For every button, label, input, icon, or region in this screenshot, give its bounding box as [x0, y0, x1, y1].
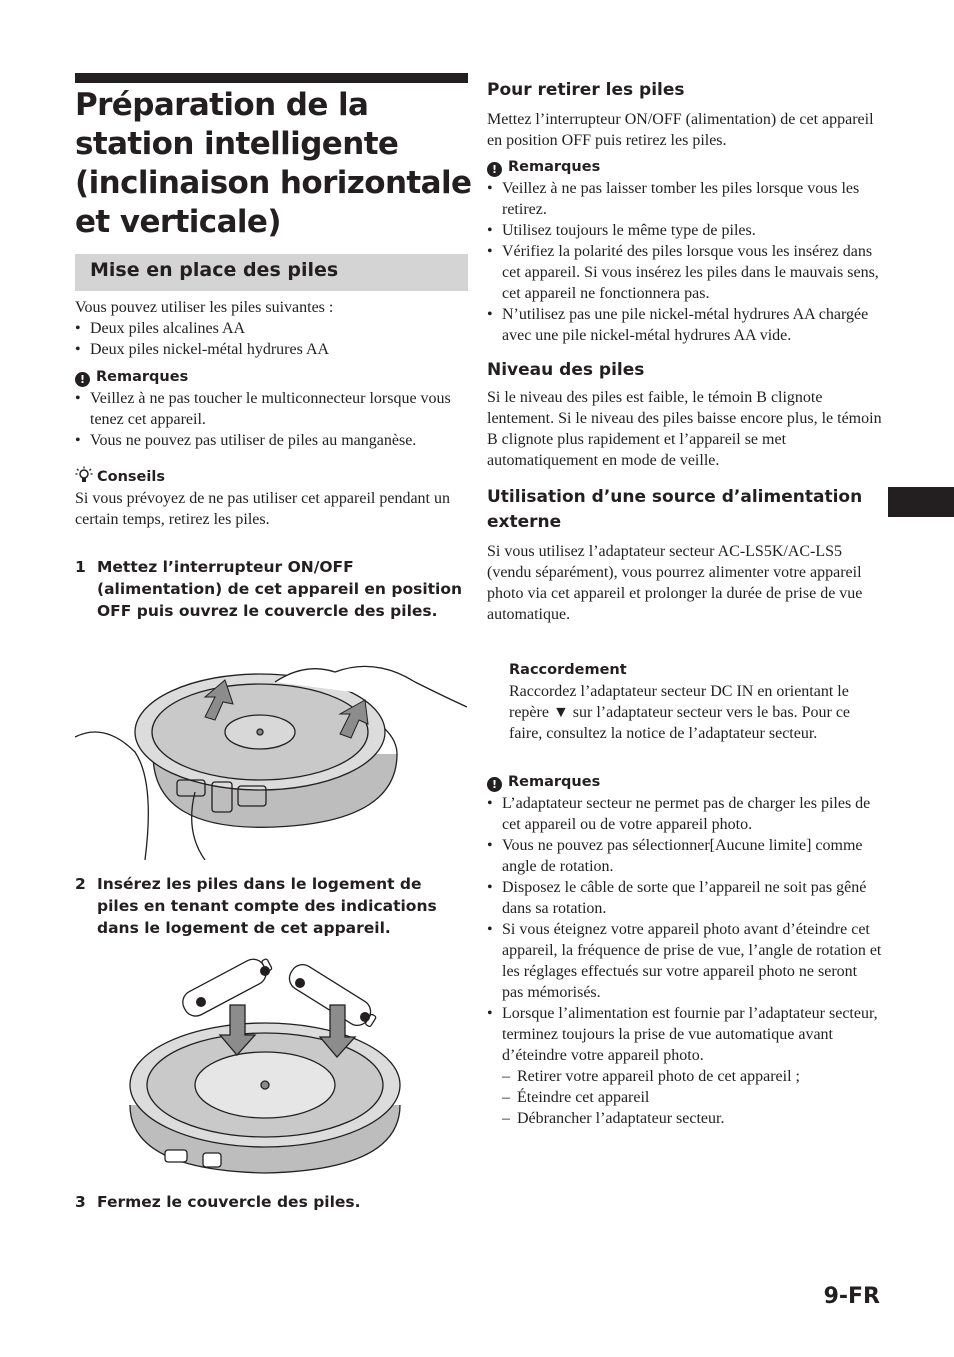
list-item: • Veillez à ne pas toucher le multiconnecteur lorsque vous tenez cet appareil.: [75, 388, 468, 430]
tips-label: Conseils: [97, 469, 165, 485]
step-number: 1: [75, 558, 86, 576]
tips-block: [75, 466, 468, 530]
list-item: • Lorsque l’alimentation est fournie par l’adaptateur secteur, terminez toujours la prise de vue automatique avant d’éteindre votre appareil photo.: [487, 1003, 882, 1066]
list-item: – Débrancher l’adaptateur secteur.: [502, 1108, 882, 1129]
warning-icon: !: [75, 372, 90, 387]
list-item: • Disposez le câble de sorte que l’appareil ne soit pas gêné dans sa rotation.: [487, 877, 882, 919]
list-item: • Deux piles alcalines AA: [75, 318, 468, 339]
insert-batteries-illustration: [125, 955, 405, 1175]
title-rule: [75, 73, 468, 83]
right-column: [487, 78, 882, 1129]
list-item: • Vous ne pouvez pas utiliser de piles au manganèse.: [75, 430, 468, 451]
intro-text: Vous pouvez utiliser les piles suivantes :: [75, 299, 334, 316]
notes-label: Remarques: [508, 774, 601, 790]
remove-text: Mettez l’interrupteur ON/OFF (alimentation) de cet appareil en position OFF puis retirez les piles.: [487, 111, 874, 149]
notes-heading: [487, 157, 882, 178]
tips-heading: [75, 466, 468, 488]
step-3: [75, 1191, 467, 1213]
page-number: 9-FR: [823, 1284, 880, 1309]
list-item: • Deux piles nickel-métal hydrures AA: [75, 339, 468, 360]
notes-heading: [487, 772, 882, 793]
warning-icon: !: [487, 777, 502, 792]
level-heading: Niveau des piles: [487, 360, 645, 380]
tips-text: Si vous prévoyez de ne pas utiliser cet appareil pendant un certain temps, retirez les piles.: [75, 490, 450, 528]
battery-list: [75, 318, 468, 360]
notes-list: [487, 178, 882, 346]
page-title: [75, 86, 475, 242]
notes-heading: [75, 367, 468, 388]
notes-list: [487, 793, 882, 1066]
language-tab: [888, 487, 954, 517]
notes-label: Remarques: [96, 369, 189, 385]
title-line: station intelligente: [75, 126, 399, 162]
step-text: Mettez l’interrupteur ON/OFF (alimentation) de cet appareil en position OFF puis ouvrez le couvercle des piles.: [97, 558, 463, 620]
connection-heading: Raccordement: [509, 662, 627, 678]
step-2: [75, 873, 467, 939]
level-text: Si le niveau des piles est faible, le témoin B clignote lentement. Si le niveau des piles baisse encore plus, le témoin B clignote plus rapidement et l’appareil se met automatiquement en mode de veille.: [487, 389, 882, 469]
section-title: Mise en place des piles: [90, 259, 339, 281]
step-1: [75, 556, 465, 622]
remove-heading: Pour retirer les piles: [487, 80, 685, 100]
lightbulb-icon: [75, 466, 93, 484]
list-item: • Si vous éteignez votre appareil photo avant d’éteindre cet appareil, la fréquence de prise de vue, l’angle de rotation et les réglages effectués sur votre appareil photo ne seront pas mémorisés.: [487, 919, 882, 1003]
title-line: et verticale): [75, 204, 281, 240]
list-item: • Utilisez toujours le même type de piles.: [487, 220, 882, 241]
external-power-heading: Utilisation d’une source d’alimentation externe: [487, 487, 863, 532]
step-number: 2: [75, 875, 86, 893]
title-line: (inclinaison horizontale: [75, 165, 472, 201]
intro-block: [75, 297, 468, 360]
list-item: • Vous ne pouvez pas sélectionner[Aucune limite] comme angle de rotation.: [487, 835, 882, 877]
notes-label: Remarques: [508, 159, 601, 175]
section-header: [75, 254, 468, 291]
notes-list: [75, 388, 468, 451]
connection-block: [487, 660, 882, 744]
list-item: • Veillez à ne pas laisser tomber les piles lorsque vous les retirez.: [487, 178, 882, 220]
list-item: • Vérifiez la polarité des piles lorsque vous les insérez dans cet appareil. Si vous insérez les piles dans le mauvais sens, cet appareil ne fonctionnera pas.: [487, 241, 882, 304]
connection-text: Raccordez l’adaptateur secteur DC IN en orientant le repère ▼ sur l’adaptateur secteur vers le bas. Pour ce faire, consultez la notice de l’adaptateur secteur.: [509, 683, 851, 742]
open-cover-illustration: [75, 662, 467, 860]
list-item: • N’utilisez pas une pile nickel-métal hydrures AA chargée avec une pile nickel-métal hydrures AA vide.: [487, 304, 882, 346]
external-power-text: Si vous utilisez l’adaptateur secteur AC-LS5K/AC-LS5 (vendu séparément), vous pourrez alimenter votre appareil photo via cet appareil et prolonger la durée de prise de vue automatique.: [487, 543, 863, 623]
step-text: Insérez les piles dans le logement de piles en tenant compte des indications dans le logement de cet appareil.: [97, 875, 437, 937]
list-item: – Retirer votre appareil photo de cet appareil ;: [502, 1066, 882, 1087]
warning-icon: !: [487, 162, 502, 177]
step-number: 3: [75, 1193, 86, 1211]
list-item: • L’adaptateur secteur ne permet pas de charger les piles de cet appareil ou de votre appareil photo.: [487, 793, 882, 835]
list-item: – Éteindre cet appareil: [502, 1087, 882, 1108]
sub-list: [487, 1066, 882, 1129]
step-text: Fermez le couvercle des piles.: [97, 1193, 361, 1211]
title-line: Préparation de la: [75, 87, 369, 123]
notes-block-1: [75, 367, 468, 451]
